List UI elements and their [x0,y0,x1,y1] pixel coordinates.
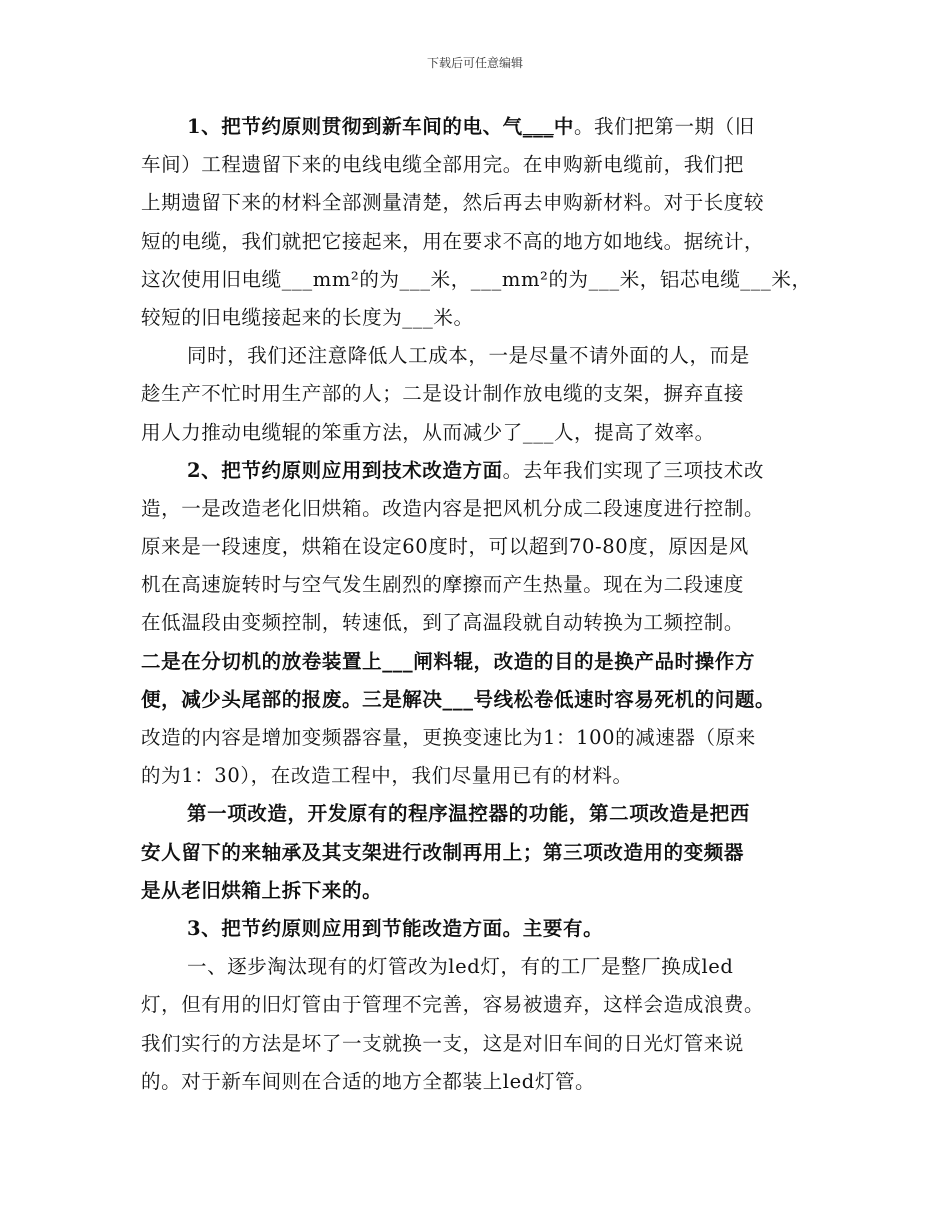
paragraph-line-bold: 第一项改造，开发原有的程序温控器的功能，第二项改造是把西 [187,802,750,826]
section-heading: 1、把节约原则贯彻到新车间的电、气 [187,115,523,138]
paragraph-line-bold: 是从老旧烘箱上拆下来的。 [141,878,383,902]
paragraph-line: 改造的内容是增加变频器容量，更换变速比为1：100的减速器（原来 [141,726,756,749]
paragraph-line-bold: 二是在分切机的放卷装置上___闸料辊，改造的目的是换产品时操作方 [141,649,755,673]
paragraph-line [141,452,825,490]
paragraph-line [141,108,825,146]
document-body [141,108,825,1101]
paragraph-line: 用人力推动电缆辊的笨重方法，从而减少了___人，提高了效率。 [141,420,715,444]
paragraph-line: 在低温段由变频控制，转速低，到了高温段就自动转换为工频控制。 [141,611,745,635]
paragraph-line: 短的电缆，我们就把它接起来，用在要求不高的地方如地线。据统计， [141,229,765,253]
paragraph-line: 同时，我们还注意降低人工成本，一是尽量不请外面的人，而是 [187,344,750,368]
paragraph-line: 机在高速旋转时与空气发生剧烈的摩擦而产生热量。现在为二段速度 [141,573,745,597]
page-header: 下载后可任意编辑 [426,56,523,70]
paragraph-line-bold: 安人留下的来轴承及其支架进行改制再用上；第三项改造用的变频器 [141,840,745,864]
paragraph-line: 灯，但有用的旧灯管由于管理不完善，容易被遗弃，这样会造成浪费。 [141,993,765,1017]
paragraph-line: 这次使用旧电缆___mm²的为___米，___mm²的为___米，铝芯电缆___米， [141,267,812,291]
paragraph-line: 趁生产不忙时用生产部的人；二是设计制作放电缆的支架，摒弃直接 [141,382,745,406]
section-heading: 2、把节约原则应用到技术改造方面 [187,458,503,482]
paragraph-line: 原来是一段速度，烘箱在设定60度时，可以超到70-80度，原因是风 [141,535,749,559]
fill-blank: ___ [522,115,554,138]
paragraph-line: 造，一是改造老化旧烘箱。改造内容是把风机分成二段速度进行控制。 [141,496,765,520]
paragraph-line: 一、逐步淘汰现有的灯管改为led灯，有的工厂是整厂换成led [187,955,734,979]
section-heading-end: 中 [553,115,574,138]
paragraph-line: 车间）工程遗留下来的电线电缆全部用完。在申购新电缆前，我们把 [141,153,745,177]
paragraph-line: 较短的旧电缆接起来的长度为___米。 [141,305,474,329]
line-text: 。去年我们实现了三项技术改 [502,458,764,482]
paragraph-line: 上期遗留下来的材料全部测量清楚，然后再去申购新材料。对于长度较 [141,191,765,215]
paragraph-line: 我们实行的方法是坏了一支就换一支，这是对旧车间的日光灯管来说 [141,1031,745,1055]
section-heading: 3、把节约原则应用到节能改造方面。主要有。 [187,916,604,940]
line-text: 。我们把第一期（旧 [573,115,755,138]
paragraph-line: 的为1：30），在改造工程中，我们尽量用已有的材料。 [141,764,633,788]
paragraph-line: 的。对于新车间则在合适的地方全都装上led灯管。 [141,1069,596,1093]
paragraph-line-bold: 便，减少头尾部的报废。三是解决___号线松卷低速时容易死机的问题。 [141,687,776,711]
